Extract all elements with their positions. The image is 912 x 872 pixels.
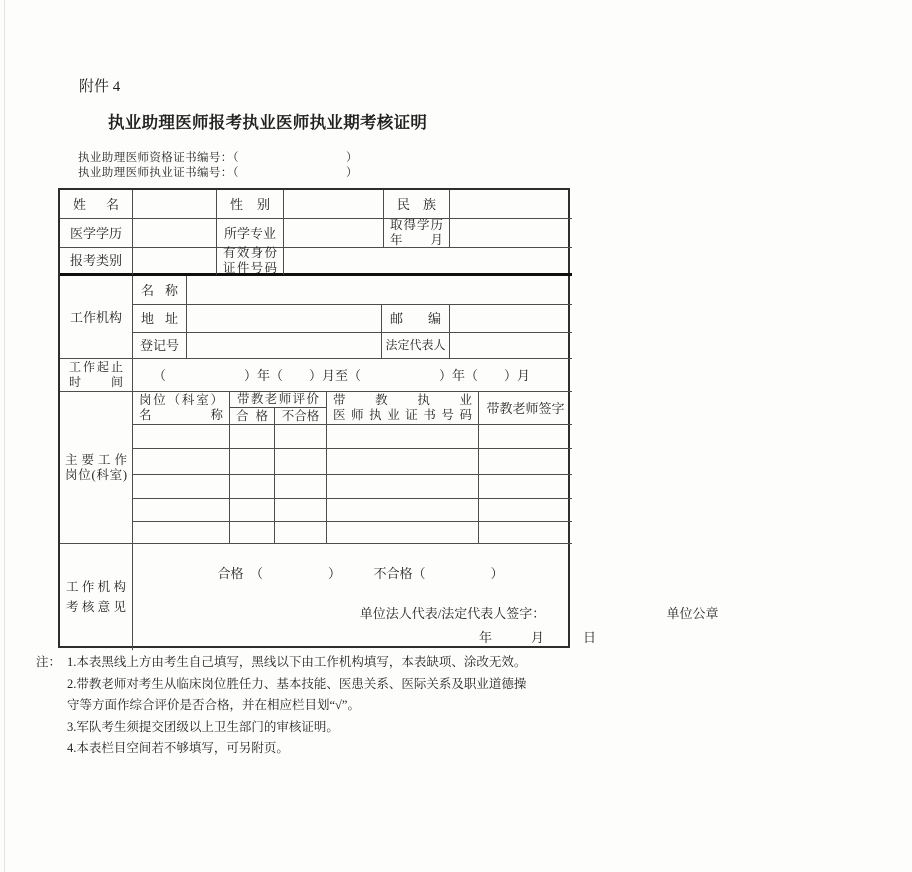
education-value-cell (133, 219, 217, 248)
position-row-2-fail-cell (275, 449, 327, 475)
gender-label-cell: 性别 (217, 190, 284, 219)
position-row-3-pass-cell (230, 475, 275, 499)
edu-date-label-cell: 取得学历 年月 (384, 219, 450, 248)
position-row-3-cert-cell (327, 475, 479, 499)
edu-date-value-cell (450, 219, 572, 248)
work-period-label-cell: 工作起止 时间 (60, 359, 133, 392)
gender-value-cell (284, 190, 384, 219)
education-label-cell: 医学学历 (60, 219, 133, 248)
position-row-1-cert-cell (327, 425, 479, 449)
position-row-5-fail-cell (275, 522, 327, 544)
position-row-2-pass-cell (230, 449, 275, 475)
position-row-5-signature-cell (479, 522, 572, 544)
id-number-label-cell: 有效身份 证件号码 (217, 248, 284, 276)
page-title: 执业助理医师报考执业医师执业期考核证明 (108, 113, 428, 132)
position-row-2-cert-cell (327, 449, 479, 475)
attachment-label: 附件 4 (79, 79, 121, 95)
pass-column-header: 合格 (230, 408, 275, 425)
mentor-cert-number-column-header: 带教执业 医师执业证书号码 (327, 392, 479, 425)
major-label-cell: 所学专业 (217, 219, 284, 248)
position-row-1-pass-cell (230, 425, 275, 449)
org-name-value-cell (187, 276, 572, 305)
postal-code-label-cell: 邮编 (382, 305, 450, 333)
postal-code-value-cell (450, 305, 572, 333)
assessment-date-line: 年 月 日 (478, 630, 596, 645)
org-address-label-cell: 地址 (133, 305, 187, 333)
org-name-label-cell: 名称 (133, 276, 187, 305)
id-number-value-cell (284, 248, 572, 276)
position-row-4-name-cell (133, 499, 230, 522)
name-value-cell (133, 190, 217, 219)
scan-artifact-line (4, 0, 5, 872)
position-row-5-name-cell (133, 522, 230, 544)
footnotes (36, 652, 581, 760)
position-row-5-pass-cell (230, 522, 275, 544)
assessment-pass-fail-line: 合格 （ ） 不合格（ ） (217, 566, 504, 581)
note-line: 1.本表黑线上方由考生自己填写，黑线以下由工作机构填写，本表缺项、涂改无效。 (67, 655, 527, 669)
position-row-3-fail-cell (275, 475, 327, 499)
position-row-3-name-cell (133, 475, 230, 499)
position-row-5-cert-cell (327, 522, 479, 544)
org-label-cell: 工作机构 (60, 276, 133, 359)
assessment-content-cell (133, 544, 719, 650)
fail-column-header: 不合格 (275, 408, 327, 425)
note-line: 2.带教老师对考生从临床岗位胜任力、基本技能、医患关系、医际关系及职业道德操 (67, 676, 527, 691)
position-row-1-fail-cell (275, 425, 327, 449)
position-row-4-fail-cell (275, 499, 327, 522)
mentor-signature-column-header: 带教老师签字 (479, 392, 572, 425)
exam-category-value-cell (133, 248, 217, 276)
position-row-1-name-cell (133, 425, 230, 449)
work-period-value-cell: （ ）年（ ）月至（ ）年（ ）月 (133, 359, 572, 392)
form-table (58, 188, 719, 648)
position-row-2-signature-cell (479, 449, 572, 475)
assessment-label-cell: 工作机构 考核意见 (60, 544, 133, 650)
mentor-evaluation-column-header: 带教老师评价 (230, 392, 327, 408)
position-row-3-signature-cell (479, 475, 572, 499)
unit-seal-label: 单位公章 (666, 606, 719, 621)
position-row-1-signature-cell (479, 425, 572, 449)
ethnicity-label-cell: 民族 (384, 190, 450, 219)
position-row-4-cert-cell (327, 499, 479, 522)
legal-representative-signature-line: 单位法人代表/法定代表人签字： (359, 606, 546, 621)
notes-label: 注： (36, 655, 62, 669)
name-label-cell: 姓名 (60, 190, 133, 219)
major-value-cell (284, 219, 384, 248)
position-name-column-header: 岗位（科室） 名称 (133, 392, 230, 425)
legal-representative-label-cell: 法定代表人 (382, 333, 450, 359)
ethnicity-value-cell (450, 190, 572, 219)
qualification-cert-number-line: 执业助理医师资格证书编号：（ ） (78, 152, 358, 164)
registration-number-value-cell (187, 333, 382, 359)
practice-cert-number-line: 执业助理医师执业证书编号：（ ） (78, 167, 358, 179)
notes-list (67, 652, 581, 760)
main-position-label-cell: 主要工作 岗位(科室) (60, 392, 133, 544)
position-row-4-pass-cell (230, 499, 275, 522)
position-row-2-name-cell (133, 449, 230, 475)
org-address-value-cell (187, 305, 382, 333)
note-line: 守等方面作综合评价是否合格，并在相应栏目划“√”。 (67, 698, 360, 712)
registration-number-label-cell: 登记号 (133, 333, 187, 359)
exam-category-label-cell: 报考类别 (60, 248, 133, 276)
note-line: 4.本表栏目空间若不够填写，可另附页。 (67, 741, 289, 755)
position-row-4-signature-cell (479, 499, 572, 522)
note-line: 3.军队考生须提交团级以上卫生部门的审核证明。 (67, 719, 339, 734)
legal-representative-value-cell (450, 333, 572, 359)
